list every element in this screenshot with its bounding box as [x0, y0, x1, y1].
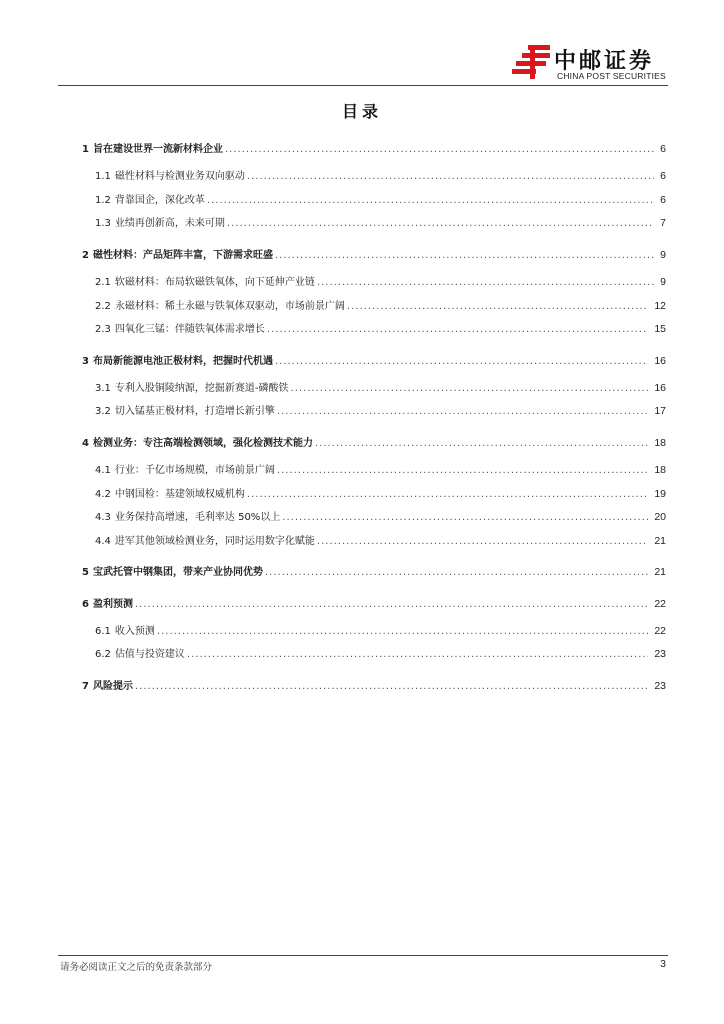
- toc-entry[interactable]: [82, 563, 666, 579]
- toc-entry-page: 18: [654, 437, 666, 449]
- toc-dot-leader: [315, 438, 648, 449]
- toc-entry[interactable]: [82, 677, 666, 693]
- toc-dot-leader: [135, 599, 648, 610]
- toc-entry[interactable]: [82, 246, 666, 262]
- toc-entry-page: 20: [654, 511, 666, 523]
- brand-name-cn: 中邮证券: [554, 49, 655, 74]
- toc-entry-page: 16: [654, 355, 666, 367]
- toc-entry-page: 6: [660, 170, 666, 182]
- toc-entry-label: 布局新能源电池正极材料，把握时代机遇: [92, 356, 273, 367]
- toc-entry-label: 永磁材料：稀土永磁与铁氧体双驱动，市场前景广阔: [114, 301, 345, 312]
- toc-entry-page: 9: [660, 276, 666, 288]
- toc-entry-number: 4.2: [95, 489, 111, 500]
- toc-entry-number: 7: [82, 681, 89, 692]
- toc-entry-page: 22: [654, 625, 666, 637]
- toc-dot-leader: [275, 356, 648, 367]
- toc-entry-page: 18: [654, 464, 666, 476]
- toc-entry[interactable]: [95, 461, 666, 477]
- toc-entry-label: 检测业务：专注高端检测领域，强化检测技术能力: [92, 438, 313, 449]
- toc-dot-leader: [282, 512, 648, 523]
- toc-entry-number: 5: [82, 567, 89, 578]
- toc-entry-page: 22: [654, 598, 666, 610]
- toc-entry-page: 7: [660, 217, 666, 229]
- toc-entry-number: 4.1: [95, 465, 111, 476]
- toc-entry-number: 2: [82, 250, 89, 261]
- toc-entry-label: 旨在建设世界一流新材料企业: [92, 144, 223, 155]
- toc-entry[interactable]: [95, 214, 666, 230]
- toc-dot-leader: [347, 301, 648, 312]
- toc-dot-leader: [225, 144, 654, 155]
- toc-entry-label: 风险提示: [92, 681, 133, 692]
- toc-entry[interactable]: [95, 532, 666, 548]
- toc-entry[interactable]: [95, 191, 666, 207]
- toc-entry-number: 6.2: [95, 649, 111, 660]
- toc-dot-leader: [187, 649, 648, 660]
- toc-dot-leader: [135, 681, 648, 692]
- toc-entry[interactable]: [95, 273, 666, 289]
- toc-entry-page: 23: [654, 648, 666, 660]
- toc-entry-number: 4.4: [95, 536, 111, 547]
- toc-entry[interactable]: [95, 485, 666, 501]
- toc-entry-number: 6.1: [95, 626, 111, 637]
- toc-entry-page: 23: [654, 680, 666, 692]
- toc-entry[interactable]: [95, 402, 666, 418]
- header-divider: [58, 85, 668, 86]
- toc-entry-page: 9: [660, 249, 666, 261]
- toc-entry-number: 2.3: [95, 324, 111, 335]
- toc-title: 目录: [341, 102, 382, 121]
- china-post-logo-icon: [512, 44, 552, 80]
- toc-dot-leader: [227, 218, 654, 229]
- toc-entry-label: 中钢国检：基建领域权威机构: [114, 489, 245, 500]
- toc-dot-leader: [247, 171, 654, 182]
- toc-entry-label: 收入预测: [114, 626, 155, 637]
- toc-entry-label: 磁性材料与检测业务双向驱动: [114, 171, 245, 182]
- toc-entry-page: 16: [654, 382, 666, 394]
- toc-dot-leader: [277, 465, 648, 476]
- toc-entry[interactable]: [95, 645, 666, 661]
- toc-entry-page: 21: [654, 566, 666, 578]
- toc-entry-page: 17: [654, 405, 666, 417]
- footer-disclaimer: 请务必阅读正文之后的免责条款部分: [60, 962, 213, 973]
- toc-entry[interactable]: [95, 297, 666, 313]
- toc-entry-number: 6: [82, 599, 89, 610]
- toc-entry[interactable]: [95, 167, 666, 183]
- toc-dot-leader: [267, 324, 648, 335]
- toc-entry-number: 1: [82, 144, 89, 155]
- toc-entry-number: 3: [82, 356, 89, 367]
- toc-entry-number: 3.2: [95, 406, 111, 417]
- toc-entry-number: 4: [82, 438, 89, 449]
- toc-entry-label: 行业：千亿市场规模，市场前景广阔: [114, 465, 275, 476]
- toc-entry-number: 2.2: [95, 301, 111, 312]
- toc-entry[interactable]: [82, 352, 666, 368]
- toc-entry[interactable]: [95, 508, 666, 524]
- toc-entry-number: 3.1: [95, 383, 111, 394]
- toc-dot-leader: [317, 536, 648, 547]
- toc-dot-leader: [277, 406, 648, 417]
- toc-entry-number: 1.3: [95, 218, 111, 229]
- toc-entry-page: 6: [660, 143, 666, 155]
- footer-divider: [58, 955, 668, 956]
- toc-entry-page: 6: [660, 194, 666, 206]
- toc-entry-label: 四氧化三锰：伴随铁氧体需求增长: [114, 324, 265, 335]
- toc-dot-leader: [317, 277, 654, 288]
- toc-entry[interactable]: [95, 379, 666, 395]
- toc-entry-number: 4.3: [95, 512, 111, 523]
- toc-entry[interactable]: [95, 320, 666, 336]
- toc-dot-leader: [275, 250, 654, 261]
- toc-entry[interactable]: [82, 434, 666, 450]
- toc-entry-label: 软磁材料：布局软磁铁氧体，向下延伸产业链: [114, 277, 315, 288]
- toc-entry-page: 21: [654, 535, 666, 547]
- toc-dot-leader: [265, 567, 648, 578]
- toc-dot-leader: [157, 626, 648, 637]
- toc-entry-label: 专利入股铜陵纳源，挖掘新赛道-磷酸铁: [114, 383, 289, 394]
- toc-dot-leader: [291, 383, 649, 394]
- toc-entry-label: 磁性材料：产品矩阵丰富，下游需求旺盛: [92, 250, 273, 261]
- toc-entry-page: 19: [654, 488, 666, 500]
- toc-entry-label: 业务保持高增速，毛利率达 50%以上: [114, 512, 281, 523]
- toc-entry-label: 背靠国企，深化改革: [114, 195, 205, 206]
- toc-entry-label: 业绩再创新高，未来可期: [114, 218, 225, 229]
- toc-dot-leader: [247, 489, 648, 500]
- toc-entry-page: 12: [654, 300, 666, 312]
- brand-name-en: CHINA POST SECURITIES: [557, 71, 666, 81]
- toc-entry-label: 估值与投资建议: [114, 649, 185, 660]
- toc-entry-page: 15: [654, 323, 666, 335]
- toc-entry-label: 切入锰基正极材料，打造增长新引擎: [114, 406, 275, 417]
- company-logo: [512, 44, 672, 84]
- toc-entry-label: 宝武托管中钢集团，带来产业协同优势: [92, 567, 263, 578]
- toc-entry[interactable]: [82, 140, 666, 156]
- toc-dot-leader: [207, 195, 654, 206]
- toc-entry-number: 1.2: [95, 195, 111, 206]
- toc-entry-label: 盈利预测: [92, 599, 133, 610]
- toc-entry-number: 1.1: [95, 171, 111, 182]
- toc-entry[interactable]: [82, 595, 666, 611]
- toc-entry[interactable]: [95, 622, 666, 638]
- toc-entry-number: 2.1: [95, 277, 111, 288]
- footer-page-number: 3: [660, 958, 666, 970]
- toc-entry-label: 进军其他领域检测业务，同时运用数字化赋能: [114, 536, 315, 547]
